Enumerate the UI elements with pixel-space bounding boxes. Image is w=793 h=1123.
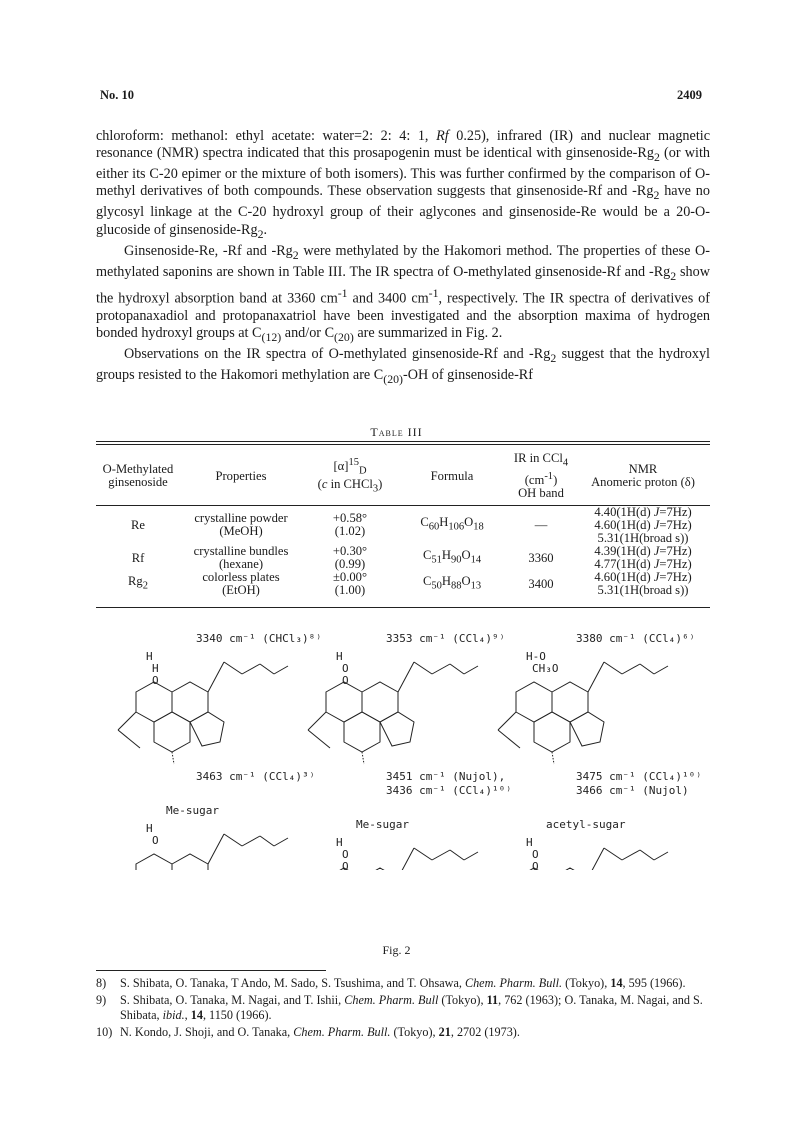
ir-label: 3466 cm⁻¹ (Nujol) (576, 784, 689, 797)
table-body (96, 505, 710, 597)
substituent-label: Me-sugar (356, 818, 409, 831)
footnotes (96, 976, 716, 1042)
structure-6 (498, 770, 702, 870)
table-cell: 4.40(1H(d) J=7Hz) 4.60(1H(d) J=7Hz) 5.31(1H(broad s)) (594, 504, 692, 545)
table-iii (96, 447, 710, 597)
figure-2 (96, 630, 710, 870)
table-top-rule-2 (96, 444, 710, 445)
atom-label: O (342, 662, 349, 675)
footnote-rule (96, 970, 326, 971)
table-header-cell: Formula (430, 468, 474, 483)
ir-label: 3451 cm⁻¹ (Nujol), (386, 770, 506, 783)
atom-label: O (532, 860, 539, 870)
table-header-cell: NMR Anomeric proton (δ) (591, 462, 695, 489)
table-caption: Table III (370, 425, 423, 439)
structures (118, 632, 702, 870)
atom-label: O (152, 674, 159, 687)
journal-issue: No. 10 (100, 88, 135, 102)
table-cell: colorless plates (EtOH) (202, 570, 280, 597)
structure-1 (118, 632, 322, 764)
paragraph-1: chloroform: methanol: ethyl acetate: water=2: 2: 4: 1, Rf 0.25), infrared (IR) and nuclear magnetic resonance (NMR) spectra indicated that this prosapogenin must be identical with ginsenoside-$Rg_2$ (or with either its C-20 epimer or the mixture of both isomers). This was further confirmed by the comparison of O-methyl derivatives of both compounds. These observation suggests that ginsenoside-Rf and $-Rg_2$ have no glycosyl linkage at the C-20 hydroxyl group of their aglycones and ginsenoside-Re would be a 20-O-glucoside of ginsenoside-$Rg_2$. (96, 128, 710, 241)
table-header-row (96, 447, 710, 505)
table-cell: +0.58° (1.02) (332, 511, 368, 538)
table-cell: Re (131, 517, 145, 532)
table-header-rule (96, 505, 710, 506)
table-header-cell: O-Methylated ginsenoside (102, 462, 174, 489)
atom-label: O (342, 674, 349, 687)
paragraph-3: Observations on the IR spectra of O-methylated ginsenoside-Rf and $-Rg_2$ suggest that the hydroxyl groups resisted to the Hakomori methylation are $C_{(20)}-OH$ of ginsenoside-Rf (96, 345, 710, 386)
page-number: 2409 (677, 88, 702, 102)
figure-caption: Fig. 2 (382, 943, 411, 957)
steroid-skeleton (308, 848, 478, 870)
table-cell: 4.60(1H(d) J=7Hz) 5.31(1H(broad s)) (594, 570, 692, 597)
structure-4 (118, 770, 315, 870)
footnote (96, 1025, 716, 1040)
table-bottom-rule (96, 607, 710, 608)
footnote (96, 993, 716, 1023)
table-cell: ±0.00° (1.00) (333, 570, 367, 597)
footnote-number: 9) (96, 993, 107, 1007)
substituent-label: acetyl-sugar (546, 818, 626, 831)
table-top-rule (96, 441, 710, 442)
footnote-text: S. Shibata, O. Tanaka, M. Nagai, and T. Ishii, Chem. Pharm. Bull (Tokyo), 11, 762 (1963); O. Tanaka, M. Nagai, and S. Shibata, ibid., 14, 1150 (1966). (120, 993, 703, 1022)
table-header-cell: $[\alpha]^{15}_D$ (c in CHCl$_3$) (317, 457, 383, 495)
table-cell: 3400 (528, 576, 554, 591)
table-cell: crystalline bundles (hexane) (193, 544, 289, 571)
atom-label: CH₃O (532, 662, 559, 675)
table-cell: 3360 (528, 550, 554, 565)
table-header-cell: Properties (215, 468, 267, 483)
structure-2 (308, 632, 505, 764)
footnote-text: S. Shibata, O. Tanaka, T Ando, M. Sado, S. Tsushima, and T. Ohsawa, Chem. Pharm. Bull. (Tokyo), 14, 595 (1966). (120, 976, 686, 990)
body-text (96, 128, 710, 388)
substituent-label: Me-sugar (166, 804, 219, 817)
structure-3 (498, 632, 695, 764)
atom-label: H (336, 836, 343, 849)
table-row (96, 545, 710, 571)
structure-5 (308, 770, 512, 870)
footnote-number: 10) (96, 1025, 113, 1039)
atom-label: H-O (526, 650, 546, 663)
atom-label: H (336, 650, 343, 663)
steroid-skeleton (498, 662, 668, 764)
atom-label: O (532, 848, 539, 861)
table-cell: +0.30° (0.99) (332, 544, 368, 571)
table-cell: Rf (131, 550, 145, 565)
steroid-skeleton (308, 662, 478, 764)
ir-label: 3353 cm⁻¹ (CCl₄)⁹⁾ (386, 632, 506, 645)
table-header-cell: IR in CCl$_4$ $(cm^{-1})$ OH band (513, 451, 569, 500)
table-cell: $C_{51}H_{90}O_{14}$ (422, 548, 482, 566)
atom-label: O (342, 860, 349, 870)
ir-label: 3340 cm⁻¹ (CHCl₃)⁸⁾ (196, 632, 322, 645)
ir-label: 3463 cm⁻¹ (CCl₄)³⁾ (196, 770, 316, 783)
table-cell: — (534, 517, 548, 532)
table-cell: $C_{50}H_{88}O_{13}$ (422, 574, 482, 592)
table-cell: $C_{60}H_{106}O_{18}$ (420, 515, 484, 533)
atom-label: H (152, 662, 159, 675)
paragraph-2: Ginsenoside-Re, -Rf and $-Rg_2$ were methylated by the Hakomori method. The properties of these O-methylated saponins are shown in Table III. The IR spectra of O-methylated ginsenoside-Rf and $-Rg_2$ show the hydroxyl absorption band at 3360 $cm^{-1}$ and 3400 $cm^{-1}$, respectively. The IR spectra of derivatives of protopanaxadiol and protopanaxatriol have been investigated and the absorption maxima of hydrogen bonded hydroxyl groups at $C_{(12)}$ and/or $C_{(20)}$ are summarized in Fig. 2. (96, 242, 710, 344)
atom-label: H (526, 836, 533, 849)
steroid-skeleton (118, 662, 288, 764)
atom-label: H (146, 650, 153, 663)
table-cell: $Rg_2$ (128, 574, 148, 592)
ir-label: 3475 cm⁻¹ (CCl₄)¹⁰⁾ (576, 770, 702, 783)
ir-label: 3436 cm⁻¹ (CCl₄)¹⁰⁾ (386, 784, 512, 797)
footnote-text: N. Kondo, J. Shoji, and O. Tanaka, Chem. Pharm. Bull. (Tokyo), 21, 2702 (1973). (120, 1025, 520, 1039)
atom-label: O (342, 848, 349, 861)
steroid-skeleton (498, 848, 668, 870)
table-cell: crystalline powder (MeOH) (194, 511, 288, 538)
footnote (96, 976, 716, 991)
atom-label: O (152, 834, 159, 847)
steroid-skeleton (118, 834, 288, 870)
footnote-number: 8) (96, 976, 107, 990)
table-cell: 4.39(1H(d) J=7Hz) 4.77(1H(d) J=7Hz) (594, 544, 692, 571)
atom-label: H (146, 822, 153, 835)
table-row (96, 505, 710, 545)
table-row (96, 571, 710, 597)
ir-label: 3380 cm⁻¹ (CCl₄)⁶⁾ (576, 632, 696, 645)
